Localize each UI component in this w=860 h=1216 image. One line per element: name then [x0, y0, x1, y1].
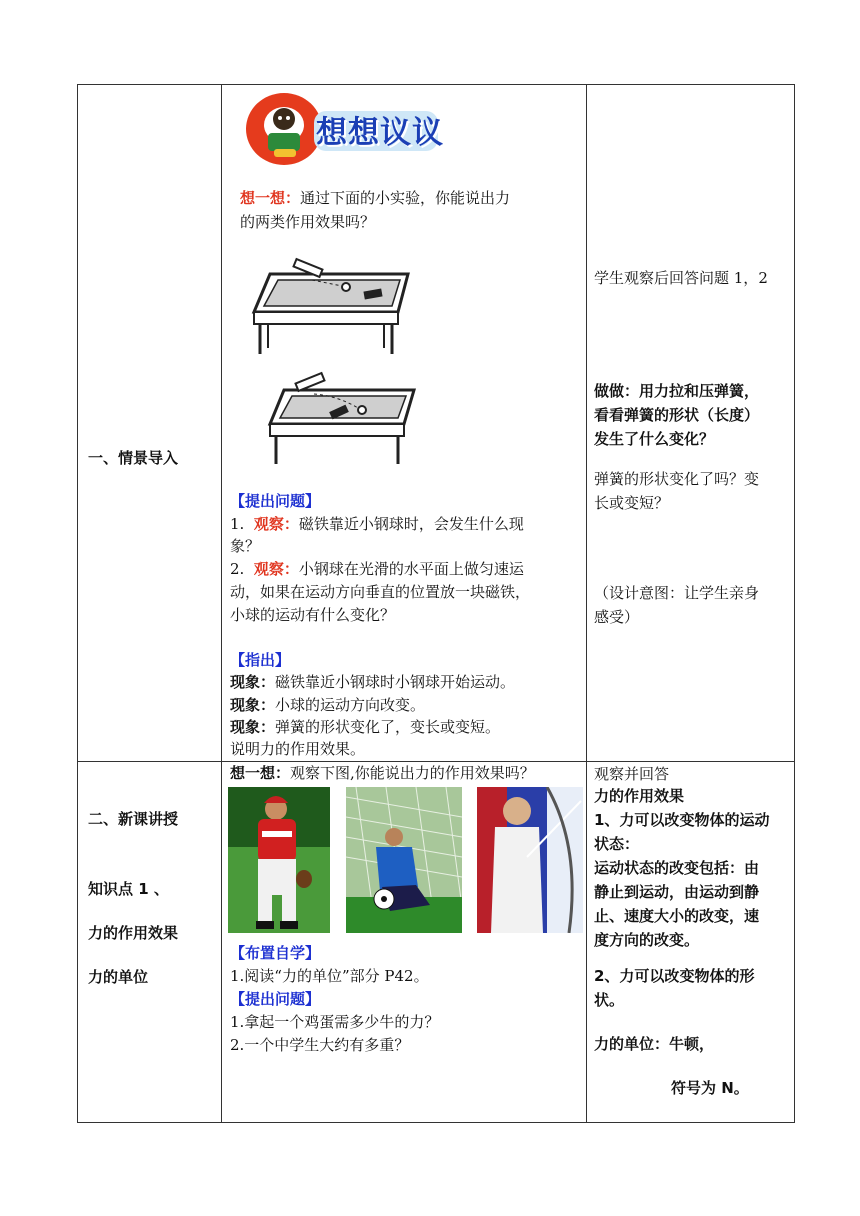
ask-question-1: 1.拿起一个鸡蛋需多少牛的力？ [230, 1013, 440, 1031]
phenomenon-2: 小球的运动方向改变。 [275, 696, 426, 714]
stage-cell-1 [78, 85, 222, 762]
phenomenon-3: 弹簧的形状变化了，变长或变短。 [275, 718, 501, 736]
knowledge-effect: 力的作用效果 [88, 924, 179, 942]
banner-title: 想想议议 [316, 115, 444, 151]
phenomenon-label: 现象： [230, 673, 276, 691]
think-text: 通过下面的小实验，你能说出力 [300, 189, 511, 207]
stage-label-2: 二、新课讲授 [88, 810, 179, 828]
q1-text: 磁铁靠近小钢球时，会发生什么现 [298, 515, 524, 533]
do-it-2: 看看弹簧的形状（长度） [594, 406, 760, 424]
effect-2d: 度方向的改变。 [594, 931, 700, 949]
knowledge-unit: 力的单位 [88, 968, 149, 986]
design-intent-2: 感受） [594, 608, 640, 626]
phenomenon-label: 现象： [230, 696, 276, 714]
think-text-2: 的两类作用效果吗？ [240, 213, 376, 231]
stage-cell-2 [78, 762, 222, 1123]
q2-text-3: 小球的运动有什么变化？ [230, 606, 396, 624]
do-it-1: 做做：用力拉和压弹簧， [594, 382, 760, 400]
design-intent-1: （设计意图：让学生亲身 [594, 584, 760, 602]
unit-text: 力的单位：牛顿， [594, 1035, 715, 1053]
lesson-plan-table [77, 84, 795, 1123]
ask-heading-2: 【提出问题】 [230, 990, 321, 1008]
archer-photo [477, 787, 583, 933]
effect-1b: 状态： [594, 835, 640, 853]
self-study-heading: 【布置自学】 [230, 944, 321, 962]
self-study-text: 1.阅读“力的单位”部分 P42。 [230, 967, 429, 985]
q2-text-2: 动，如果在运动方向垂直的位置放一块磁铁， [230, 583, 531, 601]
point-heading: 【指出】 [230, 651, 291, 669]
q2-number: 2. [230, 560, 245, 578]
ask-question-2: 2.一个中学生大约有多重？ [230, 1036, 410, 1054]
effect-3a: 2、力可以改变物体的形 [594, 967, 755, 985]
q1-label: 观察： [253, 515, 299, 533]
do-it-3: 发生了什么变化？ [594, 430, 715, 448]
stage-label: 一、情景导入 [88, 449, 179, 467]
q1-number: 1. [230, 515, 245, 533]
student-cell-2 [587, 762, 795, 1123]
q2-label: 观察： [253, 560, 299, 578]
think-label: 想一想： [240, 189, 301, 207]
spring-question-2: 长或变短？ [594, 494, 670, 512]
effect-2c: 止、速度大小的改变，速 [594, 907, 760, 925]
goalkeeper-photo [346, 787, 462, 933]
ask-heading: 【提出问题】 [230, 492, 321, 510]
experiment-figure-1 [242, 250, 422, 360]
activity-cell-2 [222, 762, 587, 1123]
effect-2a: 运动状态的改变包括：由 [594, 859, 760, 877]
phenomenon-1: 磁铁靠近小钢球时小钢球开始运动。 [275, 673, 516, 691]
conclusion-text: 说明力的作用效果。 [230, 740, 366, 758]
spring-question-1: 弹簧的形状变化了吗？变 [594, 470, 760, 488]
effect-2b: 静止到运动，由运动到静 [594, 883, 760, 901]
think-text-3: 观察下图,你能说出力的作用效果吗？ [290, 764, 535, 782]
unit-symbol: 符号为 N。 [671, 1079, 749, 1097]
q2-text: 小钢球在光滑的水平面上做匀速运 [298, 560, 524, 578]
student-answer: 学生观察后回答问题 1，2 [594, 269, 768, 287]
student-cell-1 [587, 85, 795, 762]
activity-cell-1 [222, 85, 587, 762]
experiment-figure-2 [258, 368, 428, 468]
phenomenon-label: 现象： [230, 718, 276, 736]
effect-1a: 1、力可以改变物体的运动 [594, 811, 770, 829]
think-label-2: 想一想： [230, 764, 291, 782]
knowledge-point: 知识点 1 、 [88, 880, 169, 898]
effect-3b: 状。 [594, 991, 625, 1009]
discussion-banner [244, 89, 444, 169]
effect-title: 力的作用效果 [594, 787, 685, 805]
baseball-player-photo [228, 787, 330, 933]
observe-answer: 观察并回答 [594, 765, 670, 783]
q1-text-2: 象？ [230, 537, 261, 555]
